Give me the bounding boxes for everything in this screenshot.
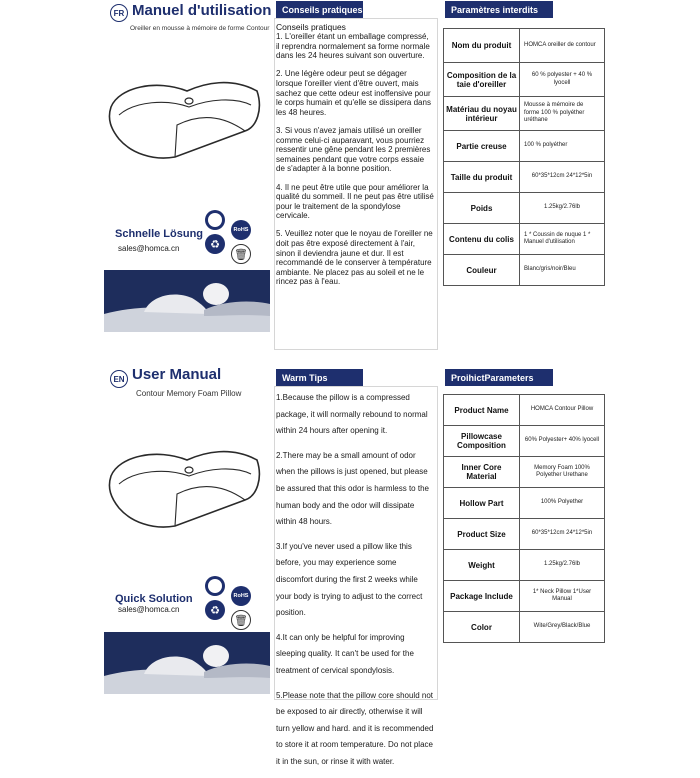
tip-item: 3.If you've never used a pillow like this before, you may experience some discomfort during the first 2 weeks while your body is trying to adjust to the correct position. [276, 541, 423, 618]
param-value: 60*35*12cm 24*12*5in [520, 519, 605, 550]
param-row [444, 612, 605, 643]
sleeping-person-photo-fr [104, 270, 270, 332]
param-row [444, 63, 605, 97]
recycle-icon: ♻ [205, 234, 225, 254]
param-key: Package Include [444, 581, 520, 612]
english-manual-section [0, 360, 700, 766]
param-value: Wite/Grey/Black/Blue [520, 612, 605, 643]
param-row [444, 255, 605, 286]
manual-subtitle-en: Contour Memory Foam Pillow [136, 389, 242, 398]
tip-item: 1.Because the pillow is a compressed package, it will normally rebound to normal within 24 hours after opening it. [276, 393, 428, 436]
manual-title-fr: Manuel d'utilisation [132, 2, 272, 19]
param-key: Composition de la taie d'oreiller [444, 63, 520, 97]
language-badge-en: EN [110, 370, 128, 388]
params-heading-fr: Paramètres interdits [445, 1, 553, 18]
certipur-icon [205, 210, 225, 230]
manual-title-en: User Manual [132, 366, 222, 383]
pillow-illustration-en [105, 434, 265, 534]
param-row [444, 488, 605, 519]
param-key: Color [444, 612, 520, 643]
no-disposal-bin-icon: 🗑 [231, 244, 251, 264]
params-table-en [443, 394, 605, 643]
certification-icons-en [197, 574, 257, 634]
sleeping-person-photo-en [104, 632, 270, 694]
no-disposal-bin-icon: 🗑 [231, 610, 251, 630]
param-key: Partie creuse [444, 131, 520, 162]
param-key: Matériau du noyau intérieur [444, 97, 520, 131]
param-row [444, 224, 605, 255]
param-row [444, 29, 605, 63]
param-key: Couleur [444, 255, 520, 286]
param-value: 60% Polyester+ 40% lyocell [520, 426, 605, 457]
quick-solution-title-en: Quick Solution [115, 593, 193, 605]
param-row [444, 131, 605, 162]
tips-list-fr [276, 32, 434, 296]
tip-item: 3. Si vous n'avez jamais utilisé un oreiller comme celui-ci auparavant, vous pourriez ressentir une gêne pendant les 2 premières semaines pendant que votre corps essaie de s'adapter à la bonne position. [276, 125, 431, 174]
tips-intro-fr: Conseils pratiques [276, 22, 346, 32]
param-value: 100 % polyéther [520, 131, 605, 162]
rohs-icon: RoHS [231, 220, 251, 240]
param-row [444, 457, 605, 488]
params-heading-en: ProihictParameters [445, 369, 553, 386]
quick-solution-title-fr: Schnelle Lösung [115, 228, 204, 240]
email-fr: sales@homca.cn [118, 244, 180, 253]
param-key: Weight [444, 550, 520, 581]
param-value: 100% Polyether [520, 488, 605, 519]
param-key: Nom du produit [444, 29, 520, 63]
tips-heading-fr: Conseils pratiques [276, 1, 363, 18]
tip-item: 5. Veuillez noter que le noyau de l'oreiller ne doit pas être exposé directement à l'air, sinon il deviendra jaune et dur. Il est recommandé de le conserver à température ambiante. Ne placez pas au soleil et ne le rincez pas à l'eau. [276, 229, 433, 287]
pillow-illustration-fr [105, 65, 265, 165]
certipur-icon [205, 576, 225, 596]
param-value: Memory Foam 100% Polyether Urethane [520, 457, 605, 488]
param-row [444, 193, 605, 224]
tip-item: 4.It can only be helpful for improving sleeping quality. It can't be used for the treatment of cervical spondylosis. [276, 632, 414, 675]
param-value: 1* Neck Pillow 1*User Manual [520, 581, 605, 612]
manual-subtitle-fr: Oreiller en mousse à mémoire de forme Contour [130, 25, 270, 32]
param-value: Blanc/gris/noir/Bleu [520, 255, 605, 286]
language-badge-fr: FR [110, 4, 128, 22]
param-value: Mousse à mémoire de forme 100 % polyéther uréthane [520, 97, 605, 131]
certification-icons-fr [197, 208, 257, 268]
tips-heading-en: Warm Tips [276, 369, 363, 386]
param-value: 1.25kg/2.76lb [520, 550, 605, 581]
param-row [444, 97, 605, 131]
param-key: Hollow Part [444, 488, 520, 519]
param-value: 1 * Coussin de nuque 1 * Manuel d'utilisation [520, 224, 605, 255]
params-table-fr [443, 28, 605, 286]
param-row [444, 162, 605, 193]
param-key: Product Size [444, 519, 520, 550]
param-key: Contenu du colis [444, 224, 520, 255]
param-row [444, 426, 605, 457]
tip-item: 2.There may be a small amount of odor when the pillows is just opened, but please be assured that this odor is harmless to the human body and the odor will dissipate within 48 hours. [276, 450, 429, 527]
tip-item: 5.Please note that the pillow core should not be exposed to air directly, otherwise it will turn yellow and hard. and it is recommended to store it at room temperature. Do not place it in the sun, or rinse it with water. [276, 690, 434, 766]
param-key: Pillowcase Composition [444, 426, 520, 457]
param-row [444, 395, 605, 426]
param-key: Product Name [444, 395, 520, 426]
param-row [444, 519, 605, 550]
param-key: Taille du produit [444, 162, 520, 193]
param-row [444, 550, 605, 581]
param-value: HOMCA Contour Pillow [520, 395, 605, 426]
tip-item: 2. Une légère odeur peut se dégager lorsque l'oreiller vient d'être ouvert, mais sachez que cette odeur est inoffensive pour le corps humain et qu'elle se dissipera dans les 48 heures. [276, 69, 431, 117]
param-value: 60*35*12cm 24*12*5in [520, 162, 605, 193]
param-value: 1.25kg/2.76lb [520, 193, 605, 224]
param-row [444, 581, 605, 612]
tip-item: 4. Il ne peut être utile que pour améliorer la qualité du sommeil. Il ne peut pas être utilisé pour le traitement de la spondylose cervicale. [276, 182, 434, 221]
param-value: 60 % polyester + 40 % lyocell [520, 63, 605, 97]
french-manual-section [0, 0, 700, 350]
param-key: Inner Core Material [444, 457, 520, 488]
tip-item: 1. L'oreiller étant un emballage compressé, il reprendra normalement sa forme normale dans les 24 heures suivant son ouverture. [276, 32, 430, 61]
param-value: HOMCA oreiller de contour [520, 29, 605, 63]
rohs-icon: RoHS [231, 586, 251, 606]
tips-list-en [276, 390, 434, 778]
recycle-icon: ♻ [205, 600, 225, 620]
param-key: Poids [444, 193, 520, 224]
email-en: sales@homca.cn [118, 605, 180, 614]
